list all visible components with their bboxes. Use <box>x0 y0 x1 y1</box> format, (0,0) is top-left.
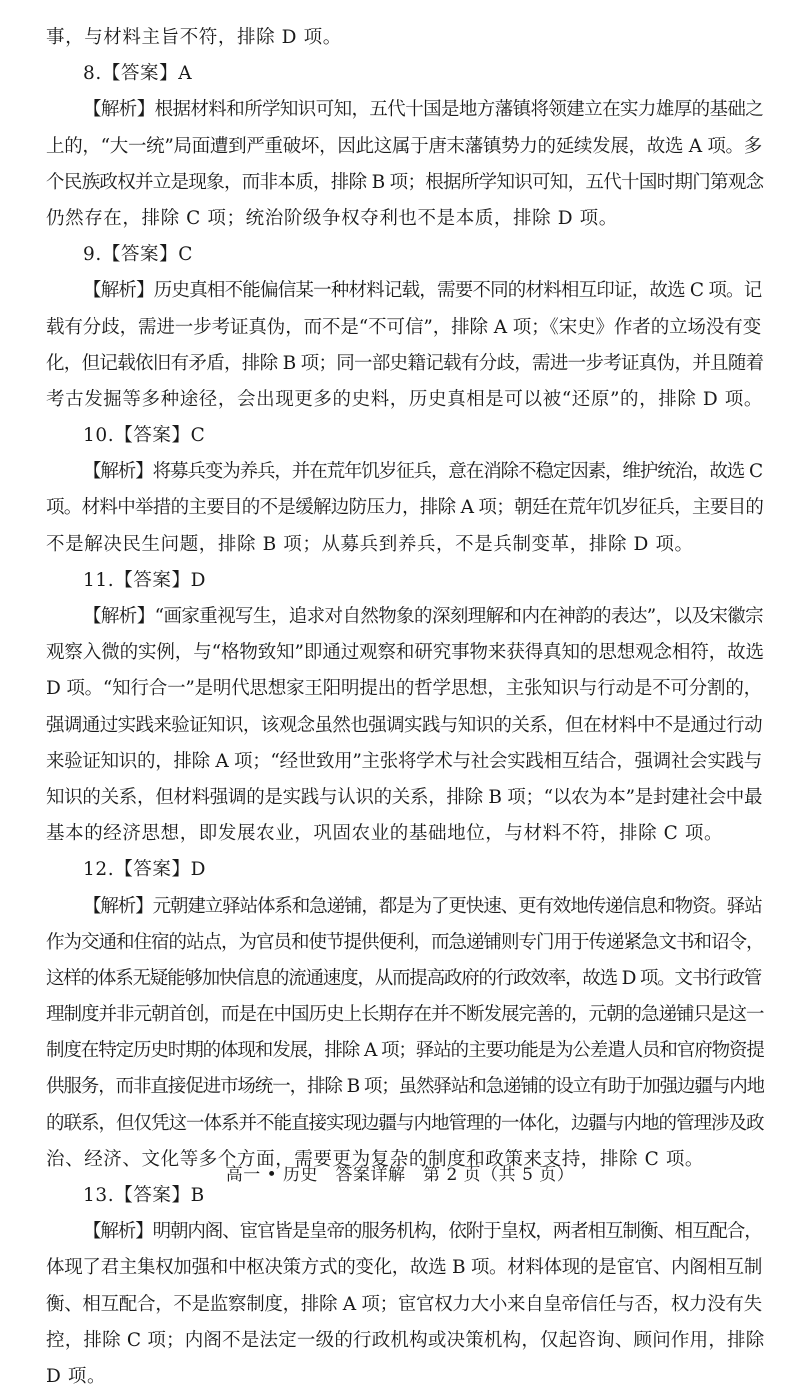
text-line: 13.【答案】B <box>83 1185 205 1206</box>
text-line: 上的，“大一统”局面遭到严重破坏，因此这属于唐末藩镇势力的延续发展，故选 A 项。多 <box>46 135 762 157</box>
text-line: 【解析】历史真相不能偏信某一种材料记载，需要不同的材料相互印证，故选 C 项。记 <box>83 280 762 302</box>
text-line: 基本的经济思想，即发展农业，巩固农业的基础地位，与材料不符，排除 C 项。 <box>46 823 724 845</box>
text-line: 事，与材料主旨不符，排除 D 项。 <box>46 27 342 48</box>
text-line: 不是解决民生问题，排除 B 项；从募兵到养兵，不是兵制变革，排除 D 项。 <box>46 533 694 555</box>
page-footer: 高一 • 历史 答案详解 第 2 页（共 5 页） <box>225 1165 575 1185</box>
text-line: 理制度并非元朝首创，而是在中国历史上长期存在并不断发展完善的，元朝的急递铺只是这一 <box>46 1004 764 1026</box>
text-line: 【解析】“画家重视写生，追求对自然物象的深刻理解和内在神韵的表达”，以及宋徽宗 <box>83 606 764 627</box>
text-line: 【解析】将募兵变为养兵，并在荒年饥岁征兵，意在消除不稳定因素，维护统治，故选 C <box>83 461 763 483</box>
text-line: 制度在特定历史时期的体现和发展，排除 A 项；驿站的主要功能是为公差遣人员和官府物资提 <box>46 1040 764 1062</box>
text-line: 化，但记载依旧有矛盾，排除 B 项；同一部史籍记载有分歧，需进一步考证真伪，并且随着 <box>46 352 764 374</box>
text-line: 知识的关系，但材料强调的是实践与认识的关系，排除 B 项；“以农为本”是封建社会中最 <box>46 786 763 808</box>
text-line: 12.【答案】D <box>83 859 207 881</box>
text-line: 观察入微的实例，与“格物致知”即通过观察和研究事物来获得真知的思想观念相符，故选 <box>46 642 764 664</box>
text-line: 【解析】元朝建立驿站体系和急递铺，都是为了更快速、更有效地传递信息和物资。驿站 <box>83 895 762 917</box>
text-line: D 项。 <box>46 1365 107 1387</box>
text-line: 作为交通和住宿的站点，为官员和使节提供便利，而急递铺则专门用于传递紧急文书和诏令， <box>46 931 764 953</box>
text-line: 的联系，但仅凭这一体系并不能直接实现边疆与内地管理的一体化，边疆与内地的管理涉及政 <box>46 1112 764 1134</box>
text-line: 这样的体系无疑能够加快信息的流通速度，从而提高政府的行政效率，故选 D 项。文书行政管 <box>46 967 761 989</box>
text-line: 仍然存在，排除 C 项；统治阶级争权夺利也不是本质，排除 D 项。 <box>46 207 618 229</box>
text-line: 10.【答案】C <box>83 425 206 447</box>
text-line: 考古发掘等多种途径，会出现更多的史料，历史真相是可以被“还原”的，排除 D 项。 <box>46 388 764 410</box>
text-line: 项。材料中举措的主要目的不是缓解边防压力，排除 A 项；朝廷在荒年饥岁征兵，主要目的 <box>46 497 764 519</box>
text-line: 11.【答案】D <box>83 569 207 591</box>
text-line: 【解析】明朝内阁、宦官皆是皇帝的服务机构，依附于皇权，两者相互制衡、相互配合， <box>83 1221 762 1243</box>
text-line: 8.【答案】A <box>83 63 193 85</box>
text-line: 控，排除 C 项；内阁不是法定一级的行政机构或决策机构，仅起咨询、顾问作用，排除 <box>46 1329 764 1351</box>
document-body <box>46 20 764 1395</box>
text-line: D 项。“知行合一”是明代思想家王阳明提出的哲学思想，主张知识与行动是不可分割的， <box>46 678 762 700</box>
text-line: 载有分歧，需进一步考证真伪，而不是“不可信”，排除 A 项；《宋史》作者的立场没有变 <box>46 316 762 338</box>
text-line: 体现了君主集权加强和中枢决策方式的变化，故选 B 项。材料体现的是宦官、内阁相互制 <box>46 1257 763 1279</box>
text-line: 来验证知识的，排除 A 项；“经世致用”主张将学术与社会实践相互结合，强调社会实践与 <box>46 750 762 772</box>
text-line: 治、经济、文化等多个方面，需要更为复杂的制度和政策来支持，排除 C 项。 <box>46 1148 705 1170</box>
text-line: 衡、相互配合，不是监察制度，排除 A 项；宦官权力大小来自皇帝信任与否，权力没有失 <box>46 1293 762 1315</box>
text-line: 个民族政权并立是现象，而非本质，排除 B 项；根据所学知识可知，五代十国时期门第观念 <box>46 171 764 193</box>
text-line: 供服务，而非直接促进市场统一，排除 B 项；虽然驿站和急递铺的设立有助于加强边疆与内地 <box>46 1076 764 1098</box>
text-line: 【解析】根据材料和所学知识可知，五代十国是地方藩镇将领建立在实力雄厚的基础之 <box>83 99 764 121</box>
text-line: 强调通过实践来验证知识，该观念虽然也强调实践与知识的关系，但在材料中不是通过行动 <box>46 714 763 736</box>
text-line: 9.【答案】C <box>83 244 194 266</box>
